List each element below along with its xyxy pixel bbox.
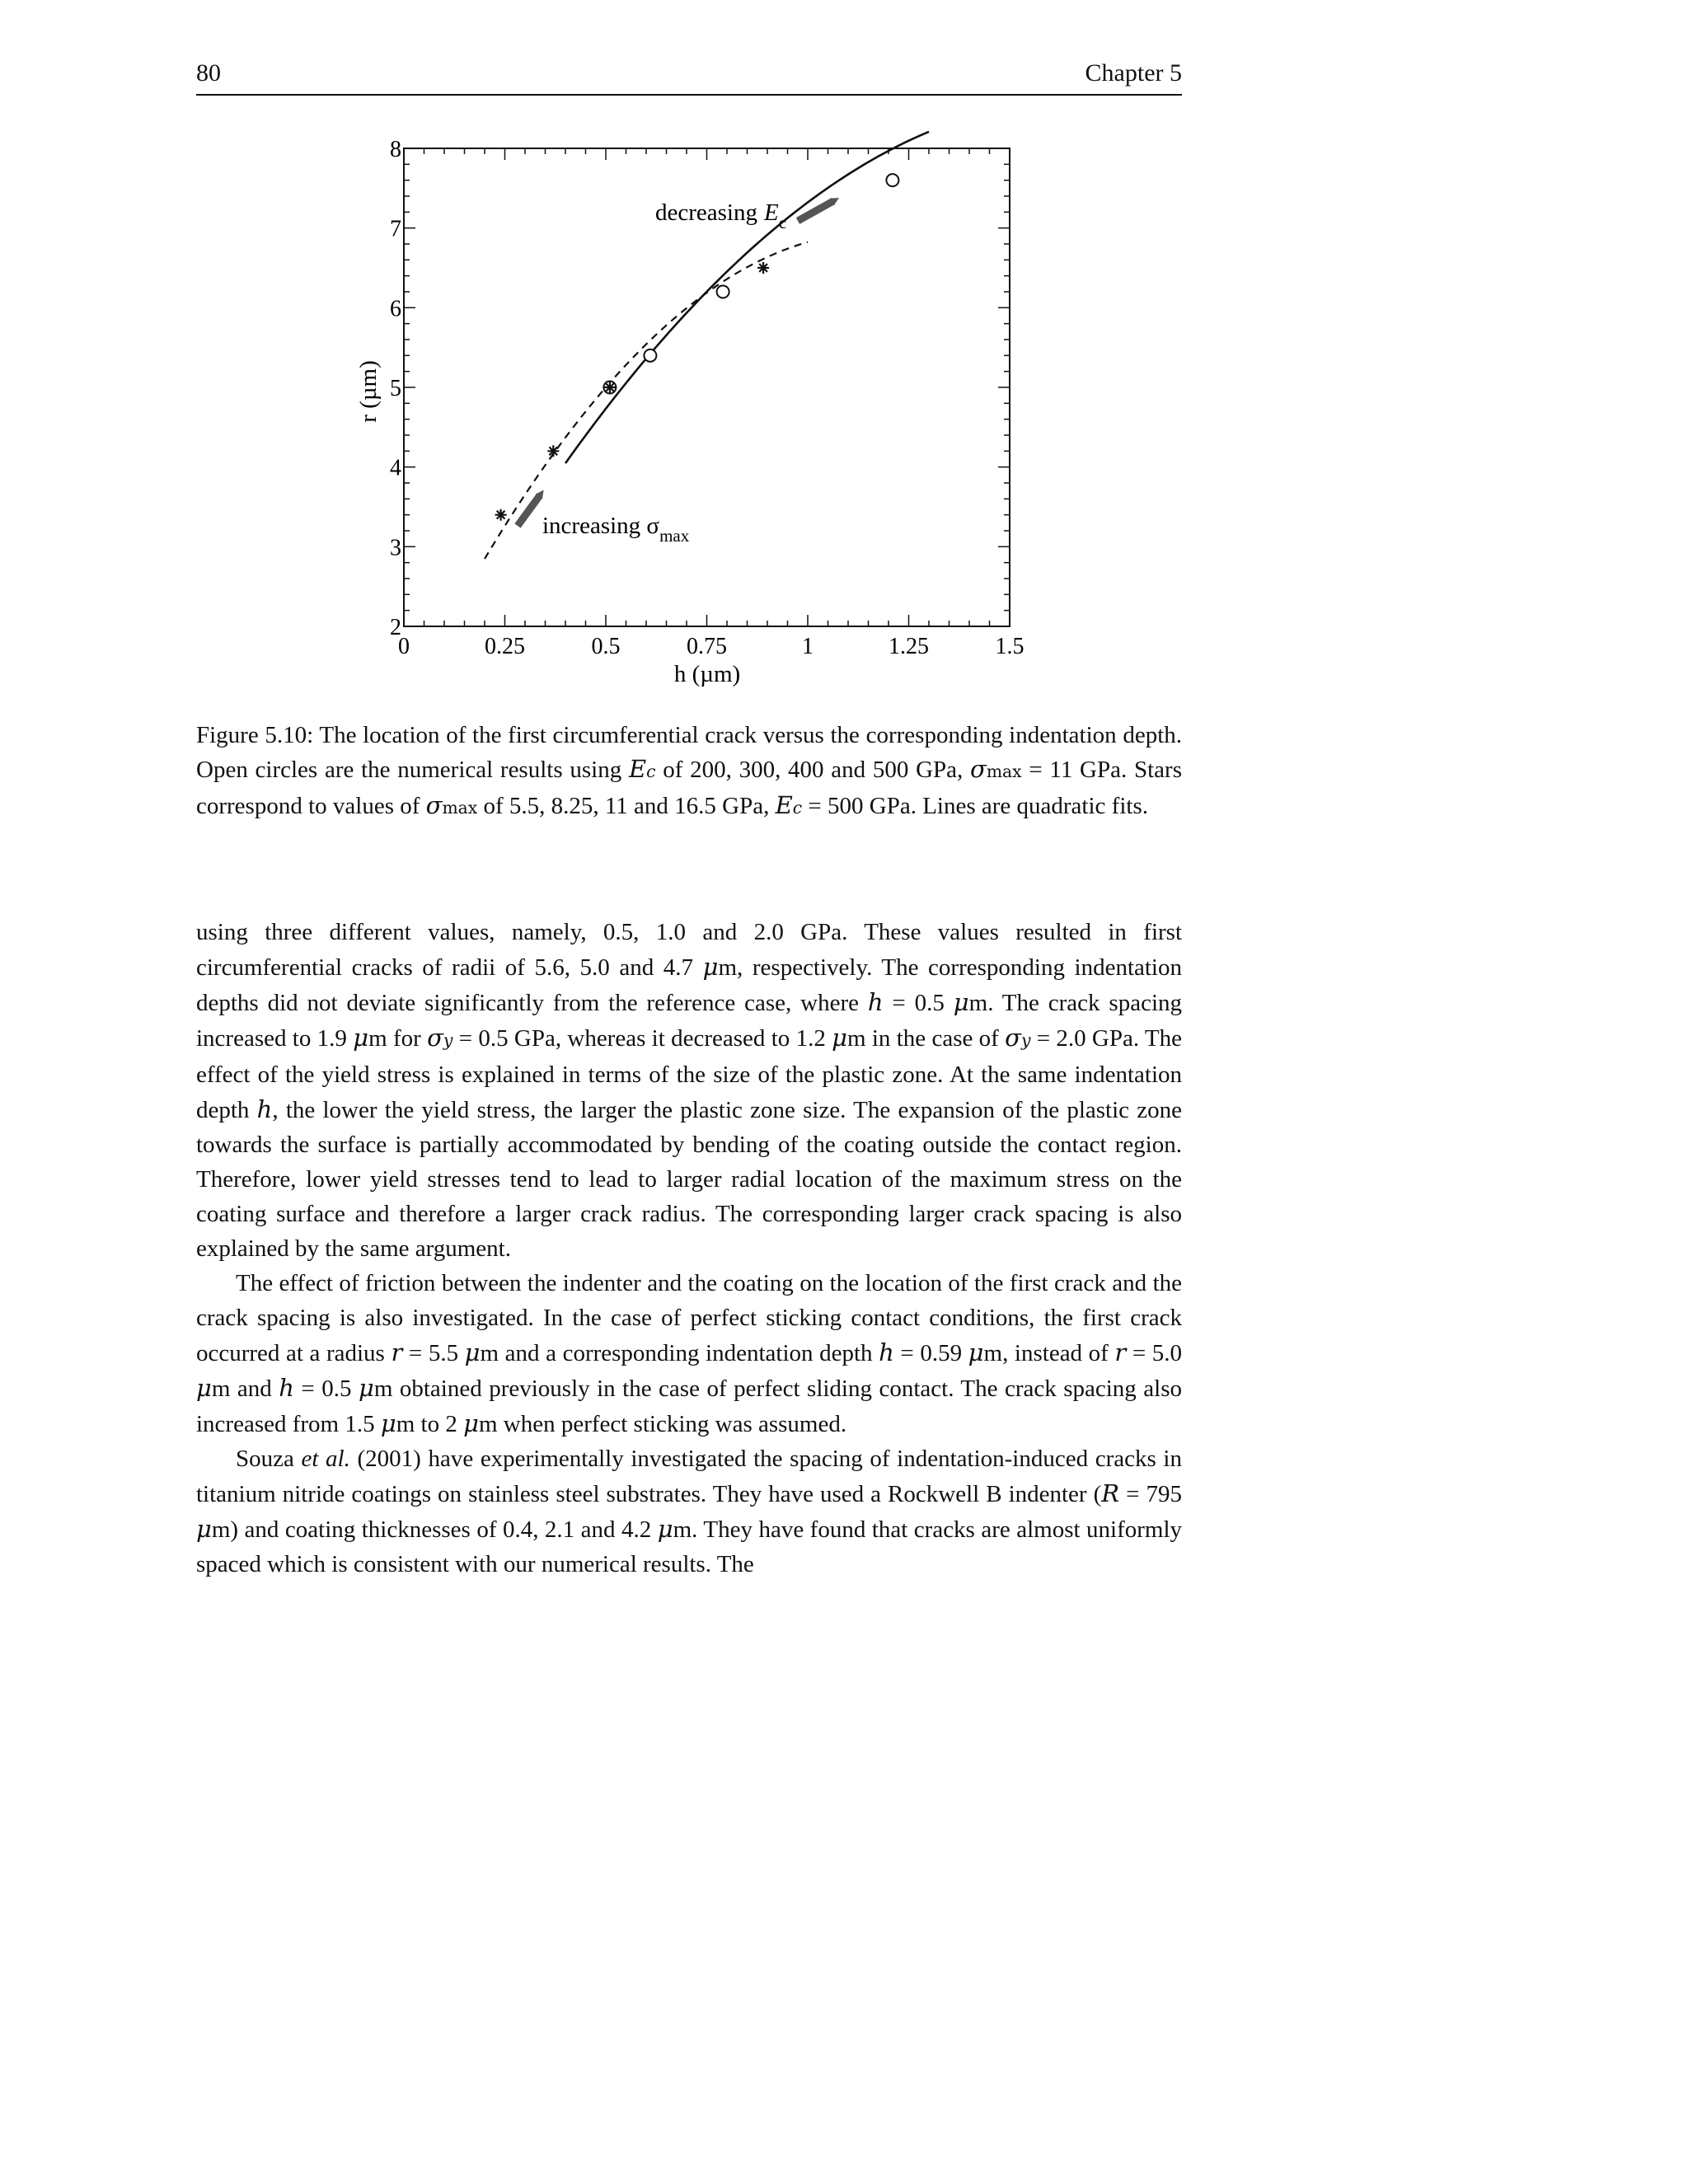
- caption-text: The location of the first circumferential crack versus the corresponding indentation depth. Open circles are the numerical results using Ec of 200, 300, 400 and 500 GPa, σmax = 11 GPa. Stars correspond to values of σmax of 5.5, 8.25, 11 and 16.5 GPa, Ec = 500 GPa. Lines are quadratic fits.: [196, 722, 1182, 819]
- x-tick-label: 1: [802, 634, 814, 659]
- page-number: 80: [196, 59, 221, 87]
- y-tick-label: 5: [390, 376, 401, 401]
- solid-fit-line: [565, 132, 929, 463]
- x-tick-label: 0.5: [591, 634, 621, 659]
- y-tick-label: 4: [390, 455, 401, 481]
- figure-5-10: [330, 128, 1071, 705]
- x-tick-label: 1.5: [995, 634, 1025, 659]
- annotation-decreasing-text: decreasing: [655, 199, 757, 226]
- y-tick-label: 2: [390, 615, 401, 640]
- annotation-increasing-text: increasing σ: [542, 513, 660, 539]
- circle-marker: [717, 286, 729, 298]
- annotation-increasing-sigma: [518, 495, 690, 546]
- page-header: [196, 58, 1182, 96]
- circle-marker: [886, 174, 898, 186]
- y-tick-label: 7: [390, 216, 401, 242]
- figure-caption: [196, 719, 1182, 825]
- svg-text:decreasingEc: [655, 199, 786, 232]
- y-tick-label: 8: [390, 137, 401, 162]
- x-axis-label: h (µm): [673, 661, 741, 687]
- annotation-ec-symbol: E: [764, 199, 779, 226]
- chapter-title: Chapter 5: [1085, 59, 1182, 87]
- paragraph: The effect of friction between the indenter and the coating on the location of the first crack and the crack spacing is also investigated. In the case of perfect sticking contact conditions, the first crack occurred at a radius r = 5.5 μm and a corresponding indentation depth h = 0.59 μm, instead of r = 5.0 μm and h = 0.5 μm obtained previously in the case of perfect sliding contact. The crack spacing also increased from 1.5 μm to 2 μm when perfect sticking was assumed.: [196, 1270, 1183, 1437]
- paragraph: using three different values, namely, 0.5, 1.0 and 2.0 GPa. These values resulted in first circumferential cracks of radii of 5.6, 5.0 and 4.7 μm, respectively. The corresponding indentation depths did not deviate significantly from the reference case, where h = 0.5 μm. The crack spacing increased to 1.9 μm for σy = 0.5 GPa, whereas it decreased to 1.2 μm in the case of σy = 2.0 GPa. The effect of the yield stress is explained in terms of the size of the plastic zone. At the same indentation depth h, the lower the yield stress, the larger the plastic zone size. The expansion of the plastic zone towards the surface is partially accommodated by bending of the coating outside the contact region. Therefore, lower yield stresses tend to lead to larger radial location of the maximum stress on the coating surface and therefore a larger crack radius. The corresponding larger crack spacing is also explained by the same argument.: [196, 919, 1182, 1262]
- y-tick-label: 3: [390, 535, 401, 561]
- circle-marker: [644, 349, 656, 362]
- y-axis-label: r (µm): [355, 360, 382, 423]
- svg-text:increasing σmax: [542, 513, 690, 546]
- chart: [330, 128, 1071, 705]
- x-tick-label: 1.25: [889, 634, 929, 659]
- body-text: [196, 915, 1182, 1582]
- star-marker: [757, 262, 769, 274]
- arrow-decreasing-ec: [798, 201, 833, 221]
- annotation-sigma-sub: max: [659, 526, 690, 546]
- annotation-ec-sub: c: [778, 213, 787, 232]
- x-tick-label: 0: [398, 634, 410, 659]
- star-marker: [495, 509, 507, 521]
- caption-label: Figure 5.10:: [196, 722, 314, 748]
- x-tick-label: 0.25: [485, 634, 525, 659]
- paragraph: Souza et al. (2001) have experimentally investigated the spacing of indentation-induced cracks in titanium nitride coatings on stainless steel substrates. They have used a Rockwell B indenter (R = 795 μm) and coating thicknesses of 0.4, 2.1 and 4.2 μm. They have found that cracks are almost uniformly spaced which is consistent with our numerical results. The: [196, 1446, 1183, 1577]
- x-tick-label: 0.75: [687, 634, 727, 659]
- dashed-fit-line: [485, 242, 808, 559]
- y-tick-label: 6: [390, 296, 401, 322]
